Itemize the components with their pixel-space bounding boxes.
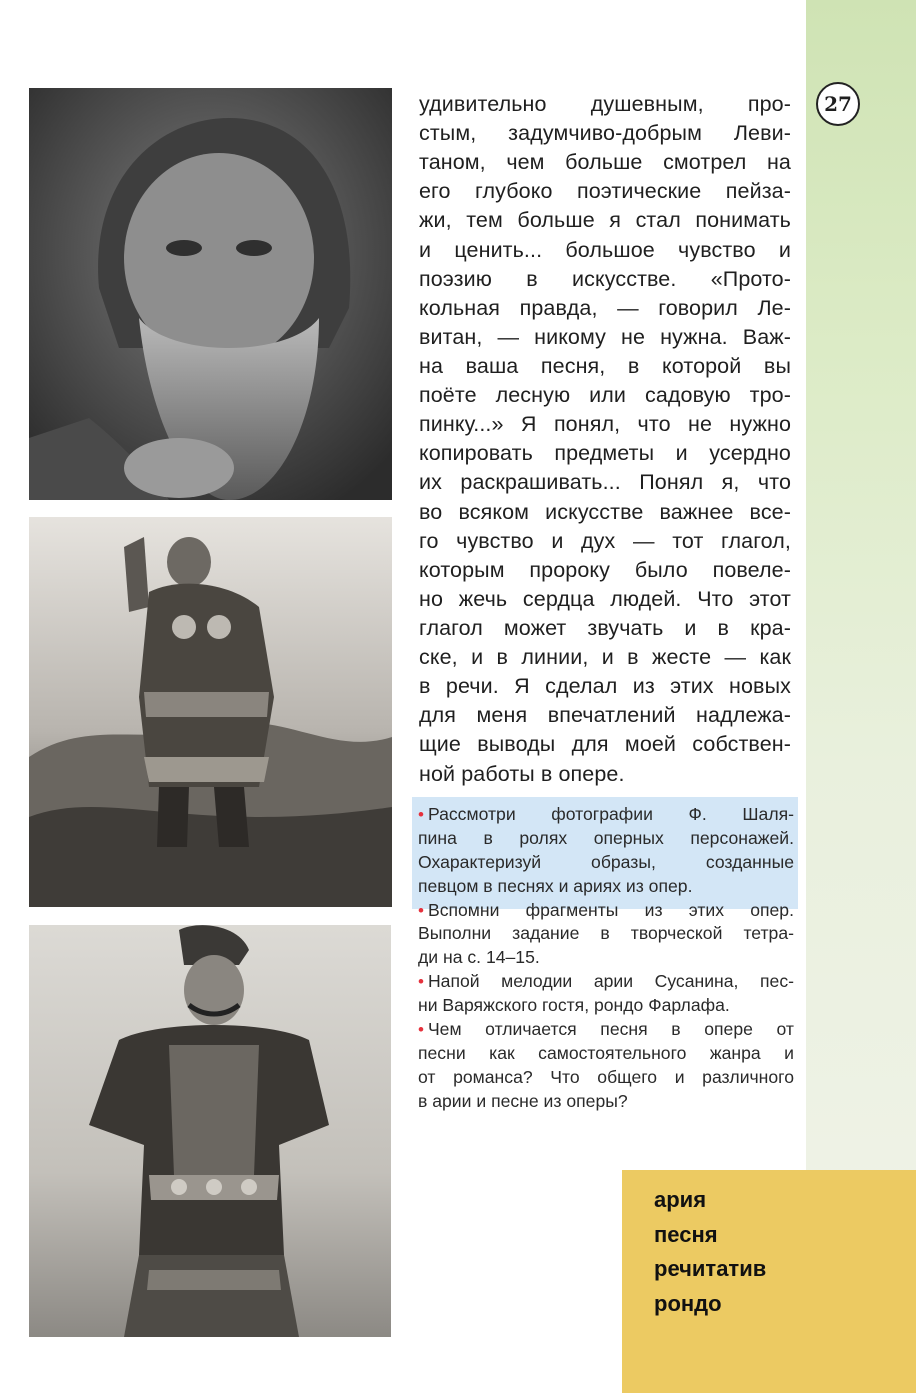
page-number: 27 bbox=[816, 82, 860, 126]
task-line bbox=[418, 851, 794, 875]
task-text: ни Варяжского гостя, рондо Фарлафа. bbox=[418, 995, 730, 1016]
task-text: Выполни задание в творческой тетра- bbox=[418, 923, 794, 944]
text-line: таном, чем больше смотрел на bbox=[419, 150, 791, 175]
text-line: во всяком искусстве важнее все- bbox=[419, 499, 791, 524]
task-text: песни как самостоятельного жанра и bbox=[418, 1042, 794, 1063]
text-line: удивительно душевным, про- bbox=[419, 92, 791, 116]
bullet-icon: • bbox=[418, 900, 424, 920]
text-line: его глубоко поэтические пейза- bbox=[419, 179, 791, 204]
task-text: Рассмотри фотографии Ф. Шаля- bbox=[427, 804, 794, 824]
text-line: и ценить... большое чувство и bbox=[419, 237, 791, 262]
text-line: их раскрашивать... Понял я, что bbox=[419, 470, 791, 495]
term-item: песня bbox=[654, 1221, 718, 1247]
task-line bbox=[418, 827, 794, 851]
text-line: но жечь сердца людей. Что этот bbox=[419, 586, 791, 611]
task-list bbox=[418, 803, 794, 1114]
task-line bbox=[418, 1066, 794, 1090]
photo-singer-costume-raised-hand bbox=[29, 517, 392, 907]
main-text bbox=[419, 90, 791, 789]
task-line bbox=[418, 899, 794, 923]
task-text: Напой мелодии арии Сусанина, пес- bbox=[427, 971, 794, 992]
bullet-icon: • bbox=[418, 972, 424, 992]
text-line: для меня впечатлений надлежа- bbox=[419, 703, 791, 728]
text-line: ной работы в опере. bbox=[419, 761, 625, 786]
text-line: кольная правда, — говорил Ле- bbox=[419, 295, 791, 320]
task-line bbox=[418, 875, 794, 899]
task-line bbox=[418, 994, 794, 1018]
text-line: копировать предметы и усердно bbox=[419, 441, 791, 466]
task-line bbox=[418, 1042, 794, 1066]
term-item: ария bbox=[654, 1187, 707, 1212]
text-line: витан, — никому не нужна. Важ- bbox=[419, 324, 791, 349]
task-text: Чем отличается песня в опере от bbox=[427, 1019, 794, 1040]
text-line: поэзию в искусстве. «Прото- bbox=[419, 266, 791, 291]
bullet-icon: • bbox=[418, 1020, 424, 1040]
task-text: Вспомни фрагменты из этих опер. bbox=[427, 899, 794, 920]
task-line bbox=[418, 946, 794, 970]
text-line: глагол может звучать и в кра- bbox=[419, 615, 791, 640]
text-line: пинку...» Я понял, что не нужно bbox=[419, 412, 791, 437]
text-line: щие выводы для моей собствен- bbox=[419, 732, 791, 757]
task-line bbox=[418, 1090, 794, 1114]
text-line: в речи. Я сделал из этих новых bbox=[419, 674, 791, 699]
text-line: жи, тем больше я стал понимать bbox=[419, 208, 791, 233]
task-text: ди на с. 14–15. bbox=[418, 947, 540, 968]
task-line bbox=[418, 1018, 794, 1042]
terms-list bbox=[654, 1183, 766, 1321]
text-line: на ваша песня, в которой вы bbox=[419, 353, 791, 378]
task-text: пина в ролях оперных персонажей. bbox=[418, 827, 794, 848]
photo-old-man-portrait bbox=[29, 88, 392, 500]
task-text: в арии и песне из оперы? bbox=[418, 1090, 628, 1111]
task-text: певцом в песнях и ариях из опер. bbox=[418, 875, 693, 896]
text-line: стым, задумчиво-добрым Леви- bbox=[419, 121, 791, 146]
text-line: которым пророку было повеле- bbox=[419, 557, 791, 582]
text-line: го чувство и дух — тот глагол, bbox=[419, 528, 791, 553]
task-line bbox=[418, 803, 794, 827]
text-line: ске, и в линии, и в жесте — как bbox=[419, 645, 791, 670]
photo-singer-armor bbox=[29, 925, 391, 1337]
task-text: Охарактеризуй образы, созданные bbox=[418, 851, 794, 872]
bullet-icon: • bbox=[418, 805, 424, 824]
text-line: поёте лесную или садовую тро- bbox=[419, 383, 791, 408]
term-item: рондо bbox=[654, 1290, 722, 1316]
term-item: речитатив bbox=[654, 1256, 767, 1281]
task-line bbox=[418, 922, 794, 946]
task-line bbox=[418, 970, 794, 994]
task-text: от романса? Что общего и различного bbox=[418, 1066, 794, 1087]
